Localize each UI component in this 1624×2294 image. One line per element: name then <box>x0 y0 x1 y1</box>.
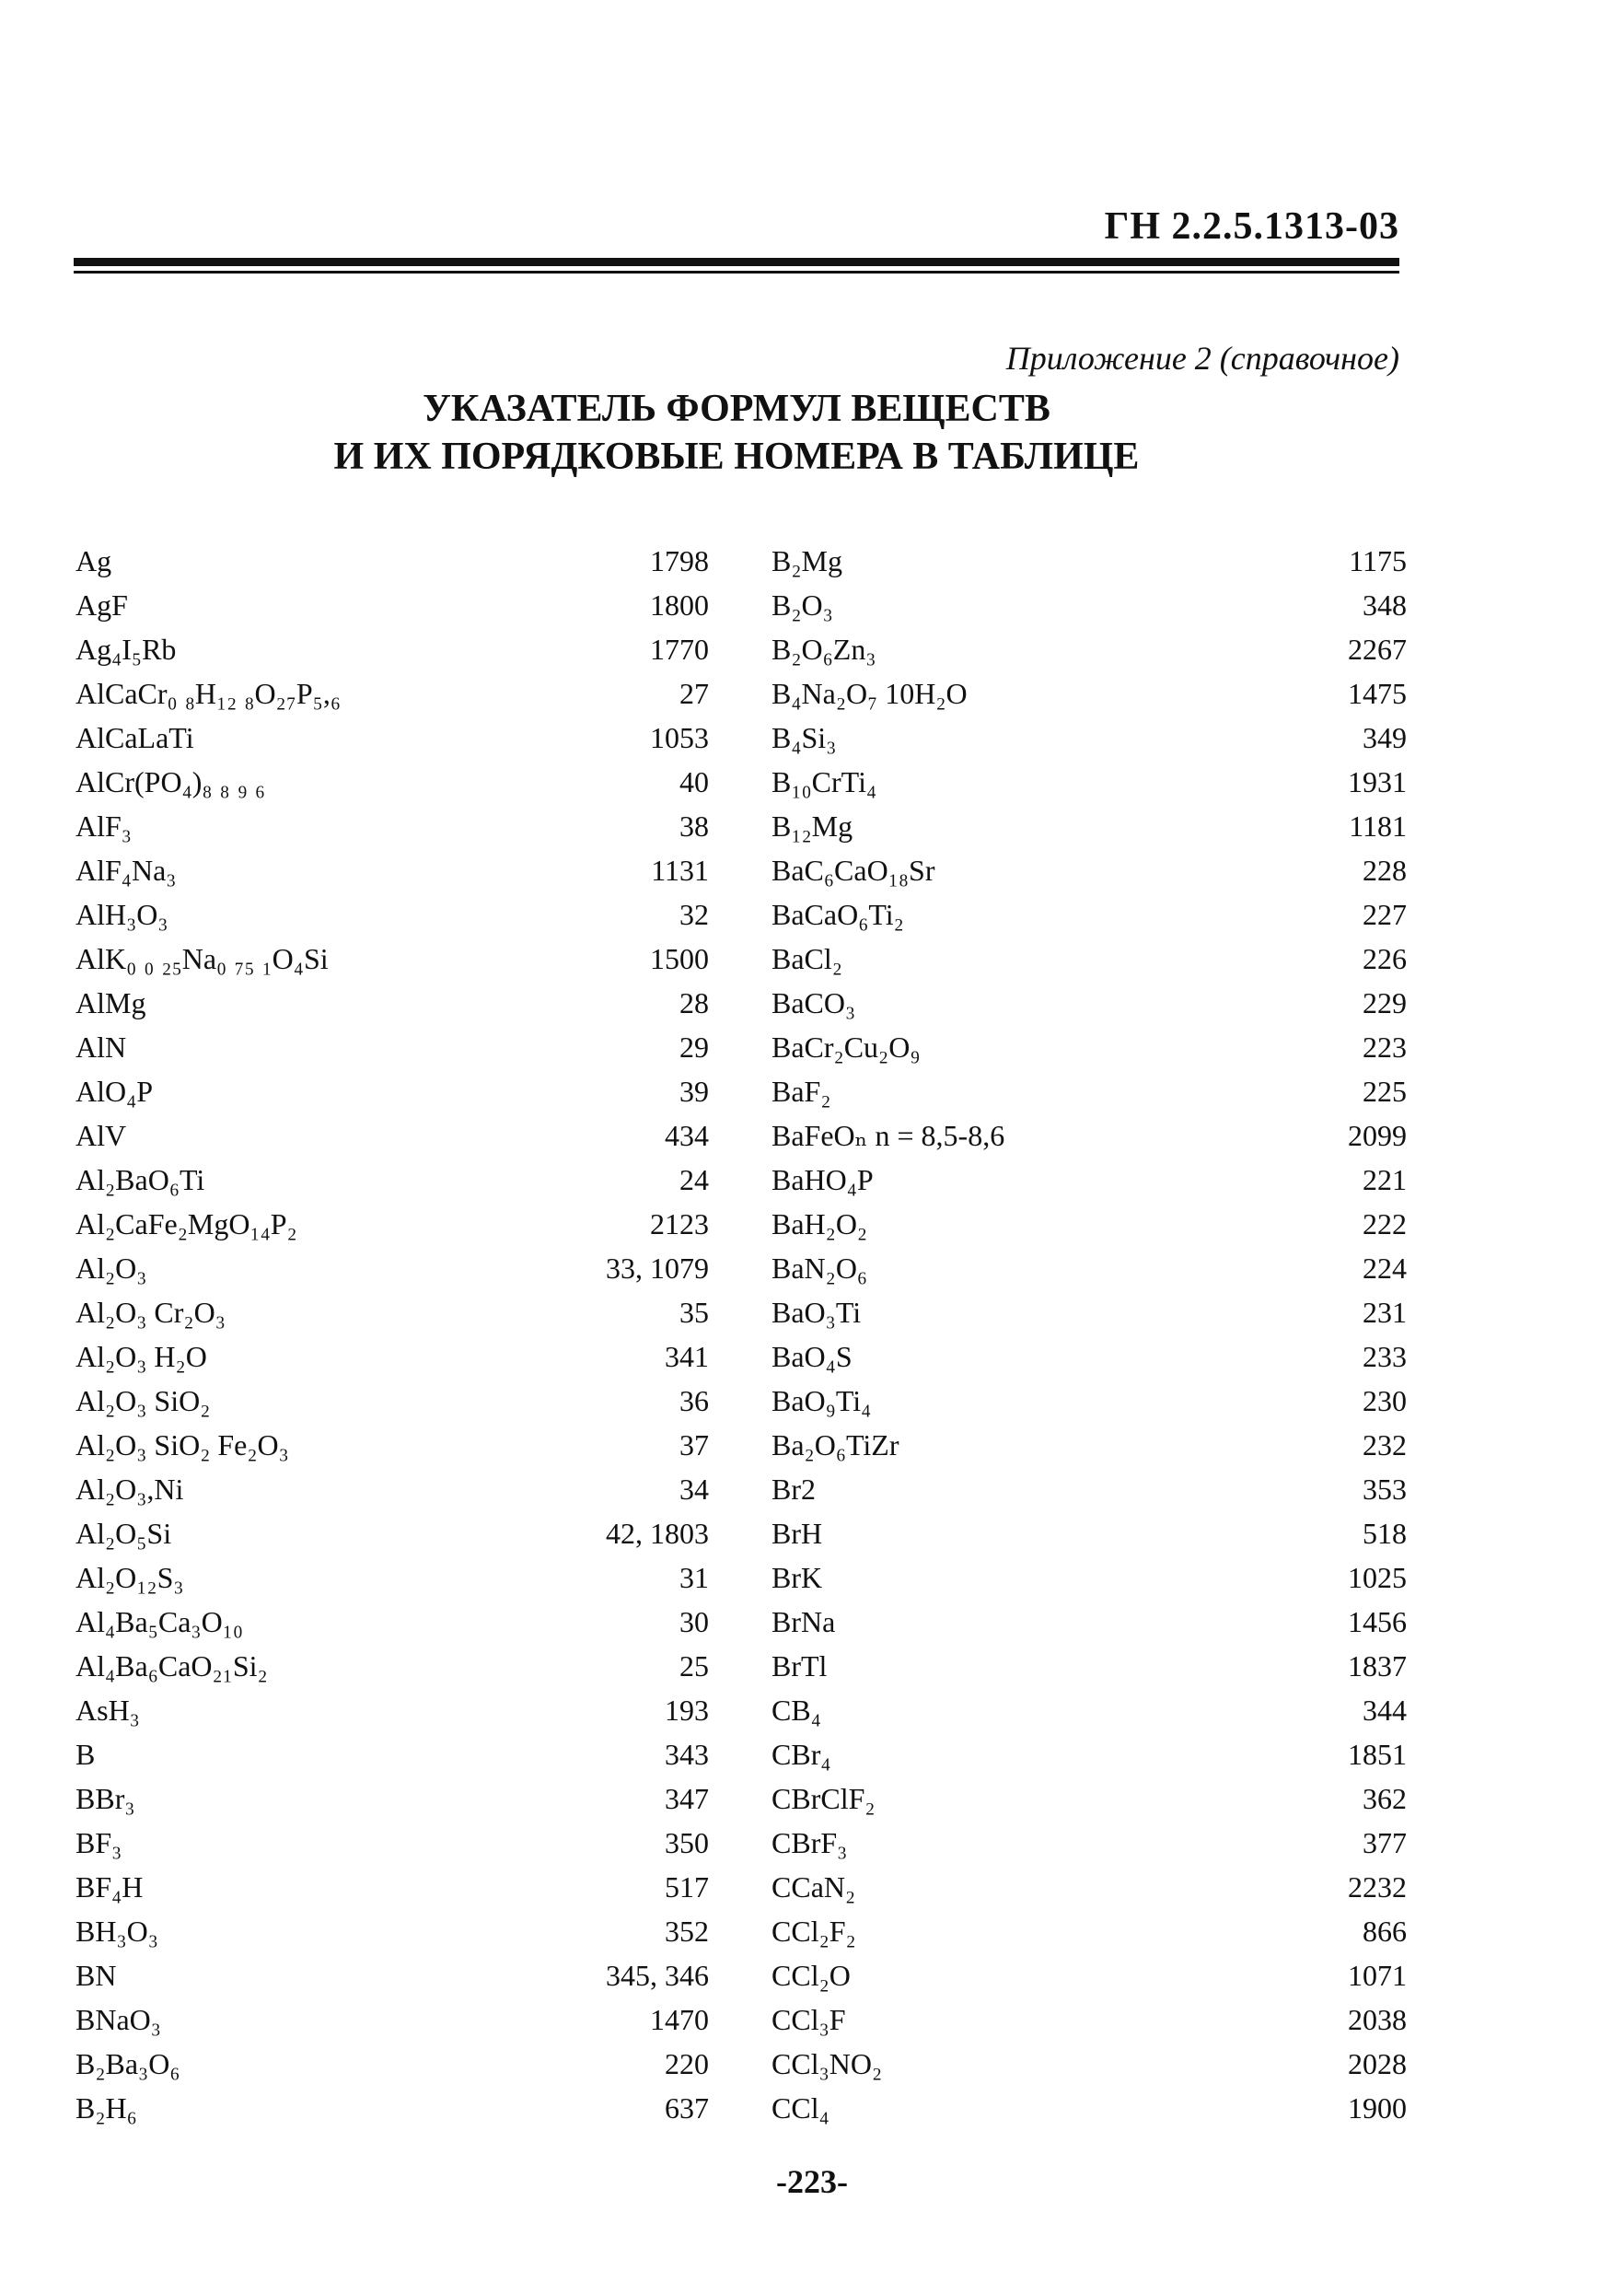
index-entry <box>75 1025 709 1069</box>
index-entry <box>771 892 1407 937</box>
index-entry <box>771 539 1407 583</box>
formula: BaCaO₆Ti₂ <box>771 898 904 931</box>
index-entry <box>771 1467 1407 1511</box>
formula: BaO₉Ti₄ <box>771 1384 872 1417</box>
formula: BaO₄S <box>771 1340 853 1373</box>
index-entry <box>771 1025 1407 1069</box>
table-number: 38 <box>679 809 709 843</box>
table-number: 32 <box>679 898 709 931</box>
formula: BaH₂O₂ <box>771 1207 868 1240</box>
formula: AlH₃O₃ <box>75 898 168 931</box>
formula: Al₂O₃ SiO₂ <box>75 1384 211 1417</box>
index-entry <box>771 1069 1407 1113</box>
table-number: 230 <box>1363 1384 1407 1417</box>
table-number: 222 <box>1363 1207 1407 1240</box>
table-number: 37 <box>679 1428 709 1461</box>
table-number: 343 <box>665 1738 709 1771</box>
formula: BaCr₂Cu₂O₉ <box>771 1031 921 1064</box>
formula: Al₂O₁₂S₃ <box>75 1561 184 1594</box>
table-number: 353 <box>1363 1473 1407 1506</box>
index-entry <box>75 1953 709 1997</box>
table-number: 231 <box>1363 1296 1407 1329</box>
table-number: 1025 <box>1348 1561 1407 1594</box>
index-entry <box>771 1909 1407 1953</box>
table-number: 518 <box>1363 1517 1407 1550</box>
formula: Al₂O₃ SiO₂ Fe₂O₃ <box>75 1428 289 1461</box>
table-number: 232 <box>1363 1428 1407 1461</box>
index-entry <box>75 1113 709 1158</box>
formula: BBr₃ <box>75 1782 135 1815</box>
index-entry <box>771 627 1407 671</box>
index-entry <box>75 1334 709 1379</box>
index-entry <box>75 981 709 1025</box>
index-entry <box>75 1732 709 1776</box>
table-number: 2232 <box>1348 1870 1407 1904</box>
formula: Ag <box>75 544 112 577</box>
formula: CBrF₃ <box>771 1826 848 1859</box>
title-line-2: И ИХ ПОРЯДКОВЫЕ НОМЕРА В ТАБЛИЦЕ <box>333 436 1140 478</box>
table-number: 221 <box>1363 1163 1407 1196</box>
index-entry <box>75 2042 709 2086</box>
index-entry <box>75 2086 709 2130</box>
table-number: 1900 <box>1348 2091 1407 2125</box>
title-line-1: УКАЗАТЕЛЬ ФОРМУЛ ВЕЩЕСТВ <box>423 388 1050 430</box>
formula: BaC₆CaO₁₈Sr <box>771 854 935 887</box>
table-number: 24 <box>679 1163 709 1196</box>
table-number: 362 <box>1363 1782 1407 1815</box>
formula: Al₂BaO₆Ti <box>75 1163 205 1196</box>
table-number: 348 <box>1363 588 1407 622</box>
formula: Al₄Ba₆CaO₂₁Si₂ <box>75 1649 268 1683</box>
table-number: 344 <box>1363 1694 1407 1727</box>
index-entry <box>75 1688 709 1732</box>
index-entry <box>771 1600 1407 1644</box>
formula: BF₄H <box>75 1870 144 1904</box>
index-entry <box>75 1865 709 1909</box>
index-entry <box>75 1467 709 1511</box>
formula: B₄Na₂O₇ 10H₂O <box>771 677 968 710</box>
table-number: 39 <box>679 1075 709 1108</box>
table-number: 1175 <box>1349 544 1407 577</box>
table-number: 224 <box>1363 1252 1407 1285</box>
formula: AlMg <box>75 986 146 1019</box>
table-number: 226 <box>1363 942 1407 975</box>
formula: AlN <box>75 1031 127 1064</box>
index-entry <box>75 716 709 760</box>
table-number: 1500 <box>650 942 709 975</box>
formula: AlF₃ <box>75 809 132 843</box>
formula: B₂H₆ <box>75 2091 137 2125</box>
formula: BNaO₃ <box>75 2003 161 2036</box>
index-entry <box>75 671 709 716</box>
table-number: 1851 <box>1348 1738 1407 1771</box>
formula: B <box>75 1738 96 1771</box>
formula: Br2 <box>771 1473 816 1506</box>
table-number: 377 <box>1363 1826 1407 1859</box>
formula: CCl₄ <box>771 2091 829 2125</box>
formula: Al₂O₃,Ni <box>75 1473 184 1506</box>
table-number: 2267 <box>1348 633 1407 666</box>
index-entry <box>771 1953 1407 1997</box>
index-entry <box>771 1865 1407 1909</box>
index-entry <box>75 937 709 981</box>
table-number: 2038 <box>1348 2003 1407 2036</box>
index-entry <box>771 1997 1407 2042</box>
header-rule-thin <box>74 271 1399 274</box>
formula: AgF <box>75 588 128 622</box>
table-number: 36 <box>679 1384 709 1417</box>
formula: CCaN₂ <box>771 1870 856 1904</box>
table-number: 223 <box>1363 1031 1407 1064</box>
index-entry <box>771 2042 1407 2086</box>
formula: BaN₂O₆ <box>771 1252 868 1285</box>
formula: CB₄ <box>771 1694 821 1727</box>
table-number: 225 <box>1363 1075 1407 1108</box>
index-entry <box>771 1158 1407 1202</box>
formula: B₂O₆Zn₃ <box>771 633 876 666</box>
formula: B₂Mg <box>771 544 842 577</box>
table-number: 1475 <box>1348 677 1407 710</box>
formula: Al₂O₃ Cr₂O₃ <box>75 1296 226 1329</box>
formula: CCl₂O <box>771 1959 851 1992</box>
table-number: 229 <box>1363 986 1407 1019</box>
table-number: 2123 <box>650 1207 709 1240</box>
table-number: 1053 <box>650 721 709 754</box>
formula: CCl₃F <box>771 2003 846 2036</box>
index-entry <box>771 1379 1407 1423</box>
page-number: -223- <box>776 2163 848 2200</box>
index-entry <box>75 1600 709 1644</box>
table-number: 27 <box>679 677 709 710</box>
table-number: 31 <box>679 1561 709 1594</box>
table-number: 193 <box>665 1694 709 1727</box>
index-entry <box>75 1246 709 1290</box>
index-entry <box>771 1555 1407 1600</box>
index-entry <box>771 804 1407 848</box>
formula: BaHO₄P <box>771 1163 874 1196</box>
index-entry <box>75 1821 709 1865</box>
formula: BrK <box>771 1561 823 1594</box>
table-number: 352 <box>665 1915 709 1948</box>
formula: BN <box>75 1959 117 1992</box>
index-entry <box>75 627 709 671</box>
formula: BrH <box>771 1517 823 1550</box>
table-number: 28 <box>679 986 709 1019</box>
table-number: 29 <box>679 1031 709 1064</box>
index-entry <box>75 1909 709 1953</box>
table-number: 42, 1803 <box>606 1517 709 1550</box>
formula: Ba₂O₆TiZr <box>771 1428 899 1461</box>
table-number: 228 <box>1363 854 1407 887</box>
formula: CCl₂F₂ <box>771 1915 856 1948</box>
formula: BaCl₂ <box>771 942 842 975</box>
formula: BaF₂ <box>771 1075 831 1108</box>
index-entry <box>771 1423 1407 1467</box>
index-entry <box>771 1688 1407 1732</box>
formula: AlF₄Na₃ <box>75 854 177 887</box>
formula: Al₂O₃ H₂O <box>75 1340 207 1373</box>
table-number: 637 <box>665 2091 709 2125</box>
index-entry <box>771 1732 1407 1776</box>
index-entry <box>75 1776 709 1821</box>
formula: AlCr(PO₄)₈ ₈ ₉ ₆ <box>75 765 265 798</box>
index-entry <box>75 848 709 892</box>
table-number: 866 <box>1363 1915 1407 1948</box>
formula: Al₂CaFe₂MgO₁₄P₂ <box>75 1207 297 1240</box>
table-number: 517 <box>665 1870 709 1904</box>
header-rule-thick <box>74 258 1399 266</box>
index-entry <box>75 760 709 804</box>
table-number: 2099 <box>1348 1119 1407 1152</box>
table-number: 345, 346 <box>606 1959 709 1992</box>
formula: Al₂O₃ <box>75 1252 147 1285</box>
formula: BH₃O₃ <box>75 1915 158 1948</box>
formula: BaFeOₙ n = 8,5-8,6 <box>771 1119 1005 1152</box>
table-number: 1800 <box>650 588 709 622</box>
index-entry <box>75 1511 709 1555</box>
index-entry <box>771 583 1407 627</box>
table-number: 349 <box>1363 721 1407 754</box>
table-number: 1837 <box>1348 1649 1407 1683</box>
index-entry <box>771 937 1407 981</box>
formula: AlO₄P <box>75 1075 154 1108</box>
table-number: 30 <box>679 1605 709 1638</box>
index-entry <box>75 1423 709 1467</box>
index-entry <box>771 1511 1407 1555</box>
index-entry <box>771 1113 1407 1158</box>
table-number: 350 <box>665 1826 709 1859</box>
formula: B₂O₃ <box>771 588 833 622</box>
index-entry <box>771 981 1407 1025</box>
formula: AlK₀ ₀ ₂₅Na₀ ₇₅ ₁O₄Si <box>75 942 329 975</box>
formula: AlCaCr₀ ₈H₁₂ ₈O₂₇P₅,₆ <box>75 677 341 710</box>
index-entry <box>75 583 709 627</box>
formula: Al₂O₅Si <box>75 1517 172 1550</box>
index-entry <box>75 1644 709 1688</box>
index-entry <box>771 2086 1407 2130</box>
formula: AsH₃ <box>75 1694 140 1727</box>
index-entry <box>771 1246 1407 1290</box>
table-number: 434 <box>665 1119 709 1152</box>
formula: Ag₄I₅Rb <box>75 633 177 666</box>
formula: BaCO₃ <box>771 986 856 1019</box>
table-number: 341 <box>665 1340 709 1373</box>
table-number: 233 <box>1363 1340 1407 1373</box>
index-entry <box>75 1997 709 2042</box>
index-entry <box>75 892 709 937</box>
table-number: 35 <box>679 1296 709 1329</box>
table-number: 34 <box>679 1473 709 1506</box>
formula: CBrClF₂ <box>771 1782 876 1815</box>
appendix-label: Приложение 2 (справочное) <box>1005 340 1399 377</box>
formula: AlV <box>75 1119 127 1152</box>
index-entry <box>771 1290 1407 1334</box>
formula-index-left-column <box>75 539 709 2130</box>
formula: B₂Ba₃O₆ <box>75 2047 180 2080</box>
formula: B₁₂Mg <box>771 809 853 843</box>
index-entry <box>75 1379 709 1423</box>
index-entry <box>75 1555 709 1600</box>
index-entry <box>75 804 709 848</box>
table-number: 220 <box>665 2047 709 2080</box>
table-number: 2028 <box>1348 2047 1407 2080</box>
formula: BrTl <box>771 1649 828 1683</box>
table-number: 1456 <box>1348 1605 1407 1638</box>
formula: B₁₀CrTi₄ <box>771 765 877 798</box>
index-entry <box>771 848 1407 892</box>
index-entry <box>75 1069 709 1113</box>
table-number: 227 <box>1363 898 1407 931</box>
table-number: 33, 1079 <box>606 1252 709 1285</box>
table-number: 1131 <box>651 854 709 887</box>
index-entry <box>75 539 709 583</box>
index-entry <box>75 1158 709 1202</box>
index-entry <box>75 1290 709 1334</box>
formula: BaO₃Ti <box>771 1296 862 1329</box>
index-entry <box>771 1821 1407 1865</box>
formula: B₄Si₃ <box>771 721 837 754</box>
table-number: 1470 <box>650 2003 709 2036</box>
table-number: 40 <box>679 765 709 798</box>
formula: Al₄Ba₅Ca₃O₁₀ <box>75 1605 243 1638</box>
formula: CBr₄ <box>771 1738 831 1771</box>
formula: BrNa <box>771 1605 836 1638</box>
formula: BF₃ <box>75 1826 122 1859</box>
table-number: 1770 <box>650 633 709 666</box>
formula: CCl₃NO₂ <box>771 2047 883 2080</box>
index-entry <box>771 1776 1407 1821</box>
index-entry <box>771 1644 1407 1688</box>
table-number: 25 <box>679 1649 709 1683</box>
table-number: 1071 <box>1348 1959 1407 1992</box>
index-entry <box>771 716 1407 760</box>
index-entry <box>771 1334 1407 1379</box>
index-entry <box>75 1202 709 1246</box>
table-number: 1931 <box>1348 765 1407 798</box>
index-entry <box>771 760 1407 804</box>
page-title <box>74 385 1399 481</box>
table-number: 1181 <box>1349 809 1407 843</box>
formula: AlCaLaTi <box>75 721 194 754</box>
index-entry <box>771 1202 1407 1246</box>
index-entry <box>771 671 1407 716</box>
table-number: 1798 <box>650 544 709 577</box>
table-number: 347 <box>665 1782 709 1815</box>
document-code: ГН 2.2.5.1313-03 <box>1104 205 1399 248</box>
formula-index-right-column <box>771 539 1407 2130</box>
